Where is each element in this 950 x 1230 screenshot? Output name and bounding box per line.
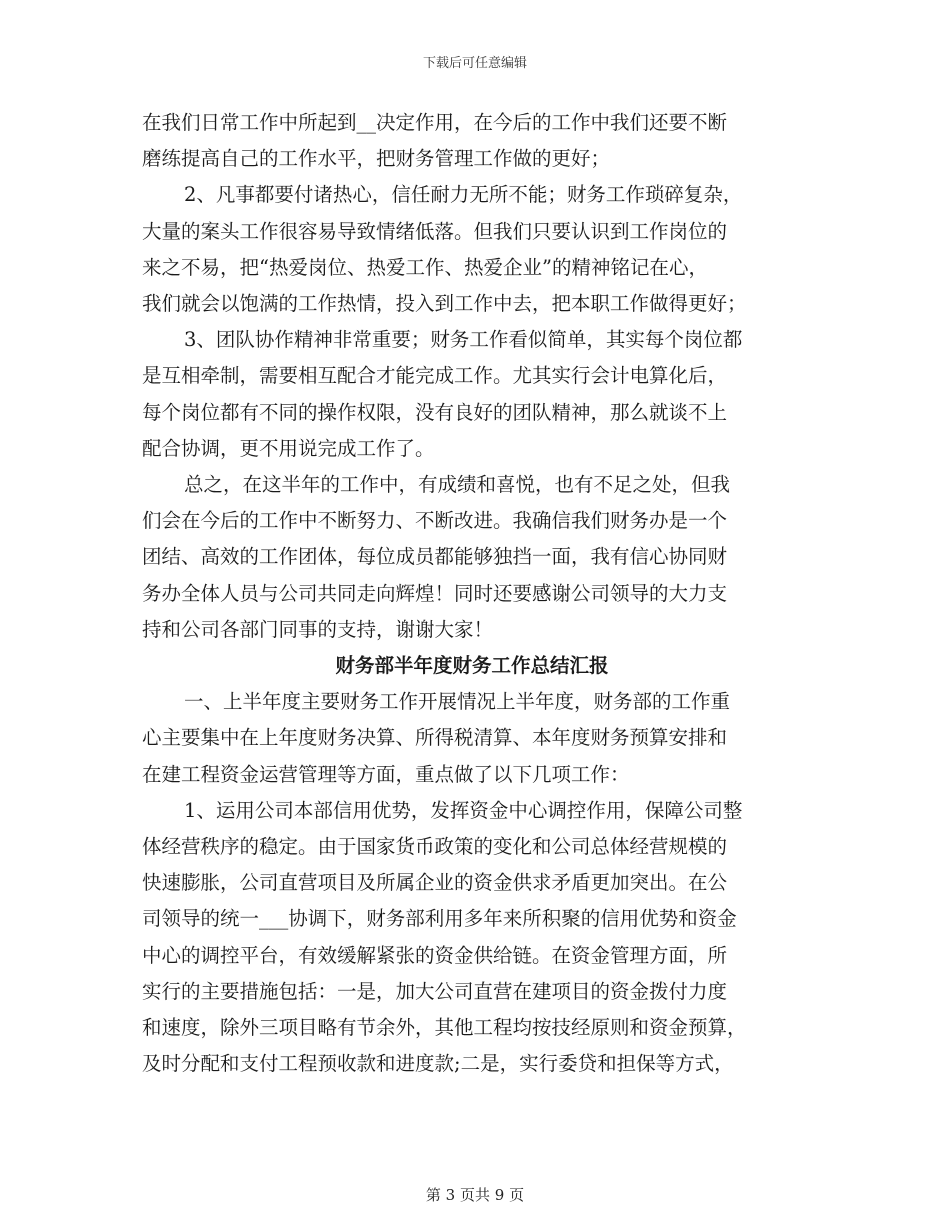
text-line: 和速度，除外三项目略有节余外，其他工程均按技经原则和资金预算， (142, 1016, 747, 1040)
text-line: 1、运用公司本部信用优势，发挥资金中心调控作用，保障公司整 (184, 798, 743, 822)
text-line: 快速膨胀，公司直营项目及所属企业的资金供求矛盾更加突出。在公 (142, 871, 728, 895)
text-line: 持和公司各部门同事的支持，谢谢大家！ (142, 617, 494, 641)
text-line: 每个岗位都有不同的操作权限，没有良好的团队精神，那么就谈不上 (142, 400, 728, 424)
page-footer: 第 3 页共 9 页 (425, 1186, 525, 1204)
text-line: 团结、高效的工作团体，每位成员都能够独挡一面，我有信心协同财 (142, 545, 728, 569)
text-line: 务办全体人员与公司共同走向辉煌！同时还要感谢公司领导的大力支 (142, 581, 728, 605)
section-title: 财务部半年度财务工作总结汇报 (335, 654, 609, 678)
page-header: 下载后可任意编辑 (422, 56, 527, 71)
text-line: 在建工程资金运营管理等方面，重点做了以下几项工作： (142, 762, 630, 786)
text-line: 来之不易，把“热爱岗位、热爱工作、热爱企业”的精神铭记在心， (142, 255, 708, 279)
text-line: 2、凡事都要付诸热心，信任耐力无所不能；财务工作琐碎复杂， (184, 183, 743, 207)
text-line: 总之，在这半年的工作中，有成绩和喜悦，也有不足之处，但我 (184, 473, 731, 497)
text-line: 司领导的统一___协调下，财务部利用多年来所积聚的信用优势和资金 (142, 907, 737, 931)
text-line: 配合协调，更不用说完成工作了。 (142, 436, 435, 460)
text-line: 在我们日常工作中所起到__决定作用，在今后的工作中我们还要不断 (142, 111, 728, 134)
text-line: 实行的主要措施包括：一是，加大公司直营在建项目的资金拨付力度 (142, 979, 728, 1003)
text-line: 我们就会以饱满的工作热情，投入到工作中去，把本职工作做得更好； (142, 292, 747, 316)
text-line: 体经营秩序的稳定。由于国家货币政策的变化和公司总体经营规模的 (142, 835, 728, 859)
text-line: 是互相牵制，需要相互配合才能完成工作。尤其实行会计电算化后， (142, 364, 728, 388)
text-line: 心主要集中在上年度财务决算、所得税清算、本年度财务预算安排和 (142, 726, 728, 750)
text-line: 一、上半年度主要财务工作开展情况上半年度，财务部的工作重 (184, 690, 731, 714)
document-body (142, 105, 802, 1082)
text-line: 大量的案头工作很容易导致情绪低落。但我们只要认识到工作岗位的 (142, 219, 728, 243)
text-line: 中心的调控平台，有效缓解紧张的资金供给链。在资金管理方面，所 (142, 943, 728, 967)
text-line: 磨练提高自己的工作水平，把财务管理工作做的更好； (142, 147, 611, 171)
text-line: 3、团队协作精神非常重要；财务工作看似简单，其实每个岗位都 (184, 328, 743, 352)
text-line: 及时分配和支付工程预收款和进度款;二是，实行委贷和担保等方式， (142, 1052, 734, 1076)
text-line: 们会在今后的工作中不断努力、不断改进。我确信我们财务办是一个 (142, 509, 728, 533)
